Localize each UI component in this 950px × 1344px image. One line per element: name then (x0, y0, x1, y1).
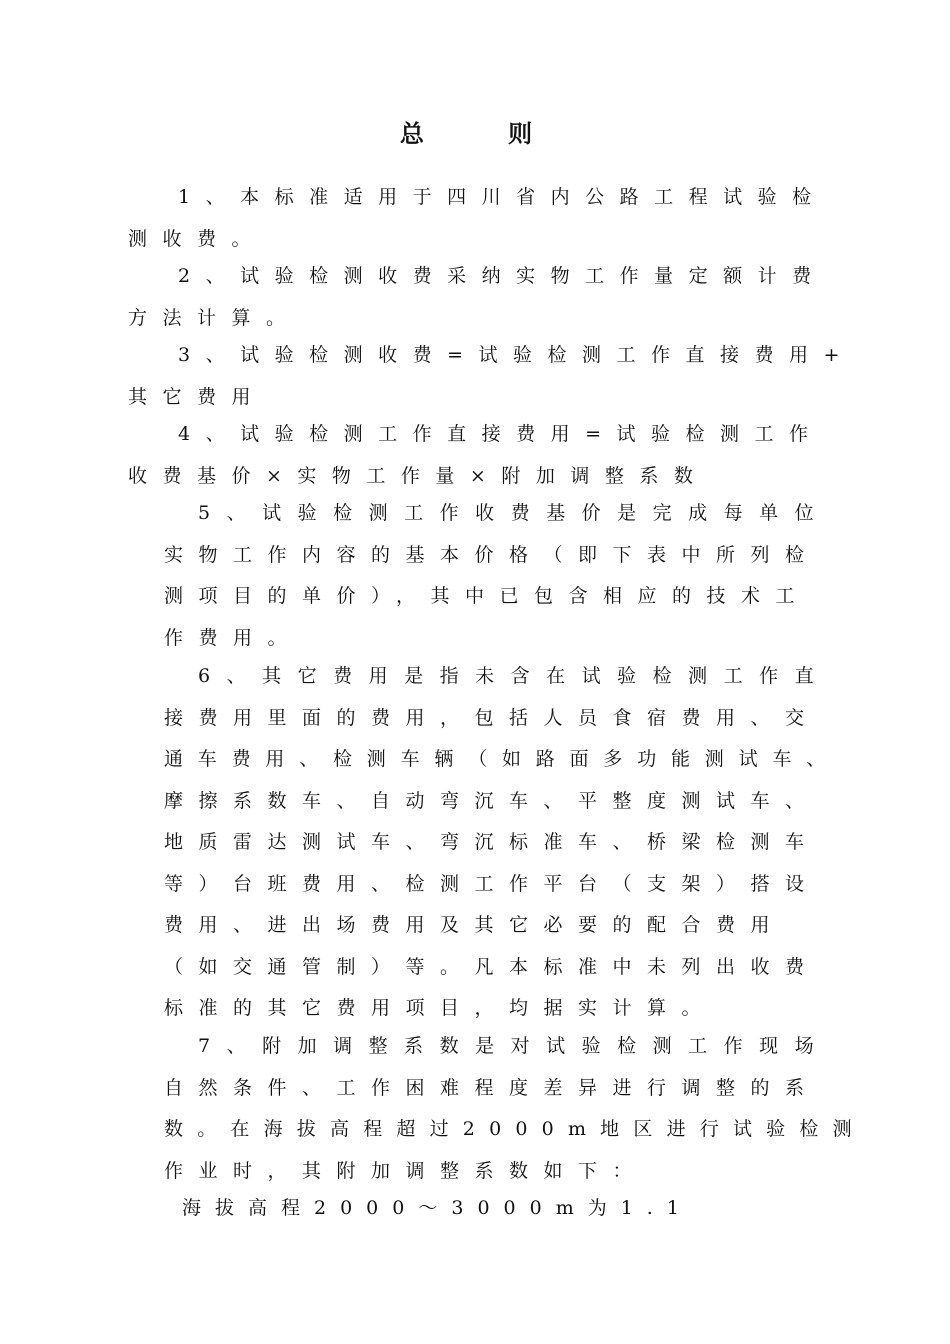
paragraph-6-line-1: 6、其它费用是指未含在试验检测工作直 (198, 665, 831, 687)
paragraph-5-line-4: 作费用。 (164, 627, 303, 649)
paragraph-6-line-5: 地质雷达测试车、弯沉标准车、桥梁检测车 (164, 831, 820, 853)
paragraph-4-line-2: 收费基价×实物工作量×附加调整系数 (128, 465, 709, 487)
paragraph-3-line-2: 其它费用 (128, 386, 267, 408)
paragraph-6-line-8: （如交通管制）等。凡本标准中未列出收费 (164, 956, 820, 978)
paragraph-7-line-4: 作业时，其附加调整系数如下： (164, 1160, 648, 1182)
paragraph-4-line-1: 4、试验检测工作直接费用=试验检测工作 (178, 423, 824, 445)
paragraph-6-line-3: 通车费用、检测车辆（如路面多功能测试车、 (164, 748, 841, 770)
altitude-coefficient-line: 海拔高程2000～3000m为1.1 (182, 1197, 693, 1219)
paragraph-6-line-6: 等）台班费用、检测工作平台（支架）搭设 (164, 873, 820, 895)
paragraph-6-line-7: 费用、进出场费用及其它必要的配合费用 (164, 914, 786, 936)
paragraph-1-line-2: 测收费。 (128, 228, 267, 250)
paragraph-7-line-1: 7、附加调整系数是对试验检测工作现场 (198, 1035, 831, 1057)
paragraph-2-line-2: 方法计算。 (128, 307, 301, 329)
paragraph-7-line-2: 自然条件、工作困难程度差异进行调整的系 (164, 1077, 820, 1099)
paragraph-6-line-2: 接费用里面的费用，包括人员食宿费用、交 (164, 707, 820, 729)
paragraph-5-line-1: 5、试验检测工作收费基价是完成每单位 (198, 502, 831, 524)
paragraph-5-line-3: 测项目的单价），其中已包含相应的技术工 (164, 585, 811, 607)
paragraph-1-line-1: 1、本标准适用于四川省内公路工程试验检 (178, 186, 827, 208)
paragraph-7-line-3: 数。在海拔高程超过2000m地区进行试验检测 (164, 1118, 866, 1140)
paragraph-6-line-4: 摩擦系数车、自动弯沉车、平整度测试车、 (164, 790, 820, 812)
paragraph-3-line-1: 3、试验检测收费=试验检测工作直接费用+ (178, 344, 855, 366)
paragraph-5-line-2: 实物工作内容的基本价格（即下表中所列检 (164, 544, 820, 566)
paragraph-6-line-9: 标准的其它费用项目，均据实计算。 (164, 997, 717, 1019)
page-title: 总 则 (399, 119, 571, 148)
paragraph-2-line-1: 2、试验检测收费采纳实物工作量定额计费 (178, 265, 827, 287)
